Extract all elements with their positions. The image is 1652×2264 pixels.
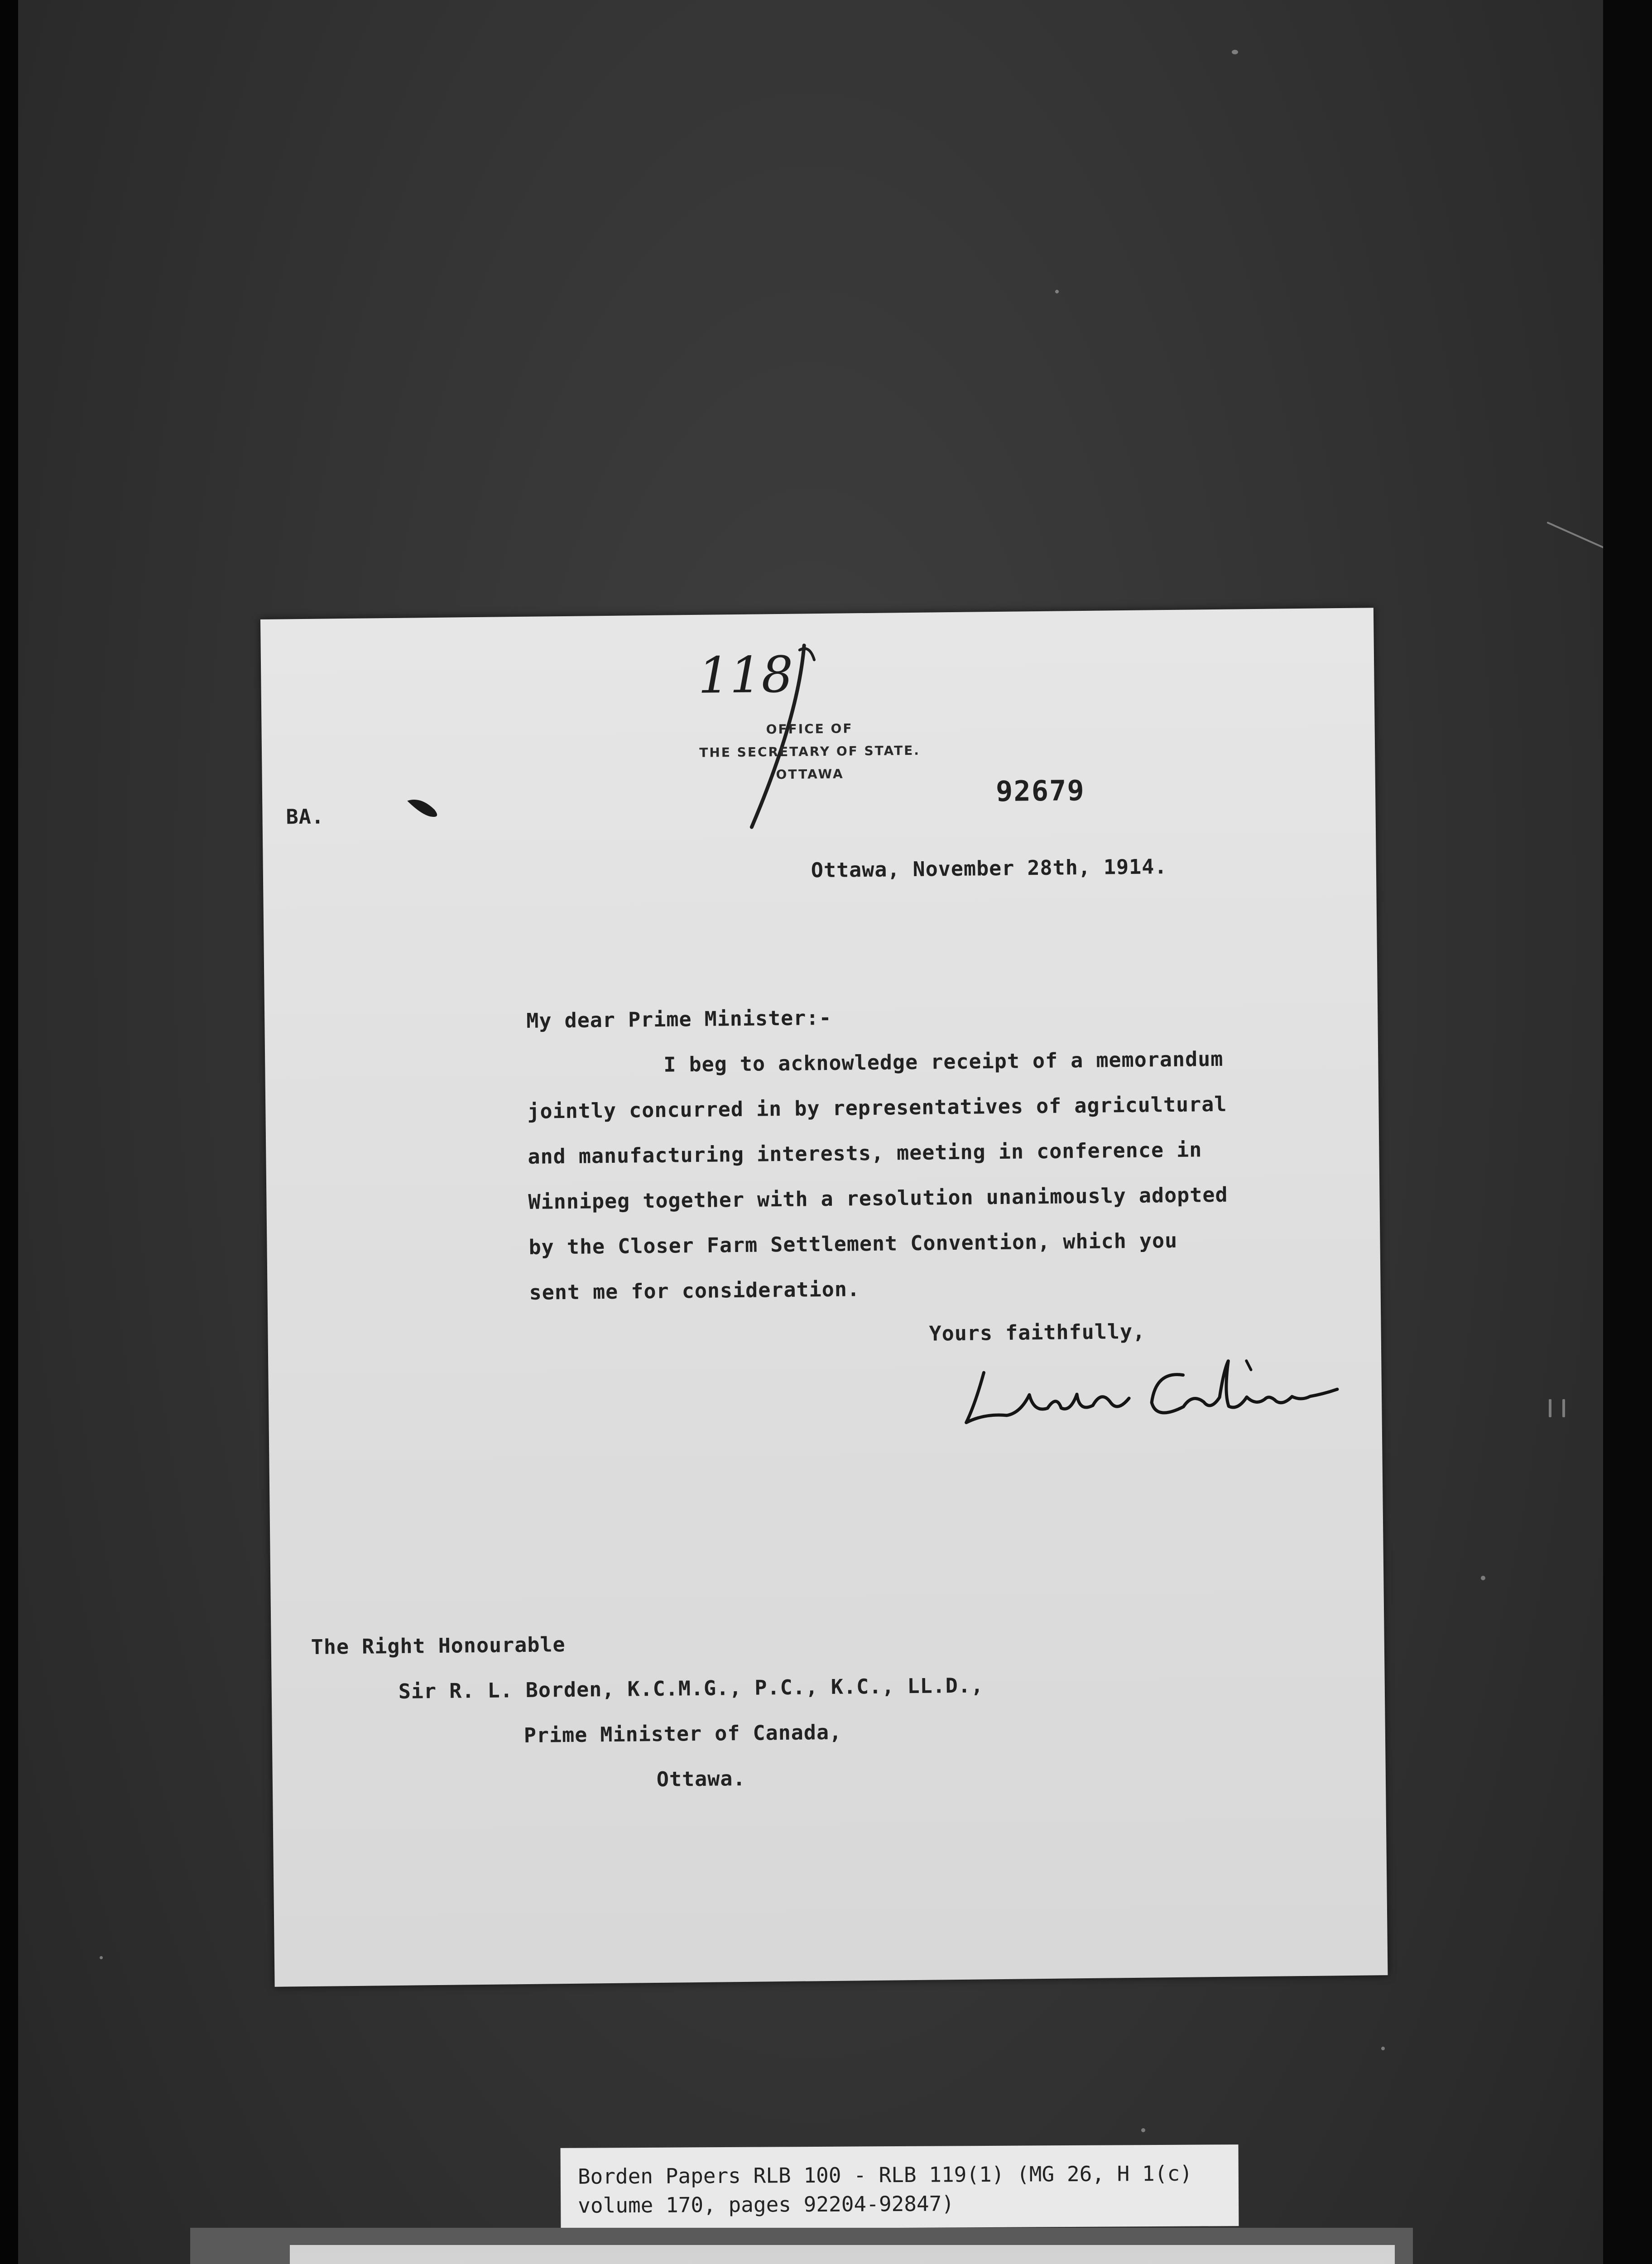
closing: Yours faithfully,	[929, 1319, 1146, 1346]
body-line: by the Closer Farm Settlement Convention, which you	[528, 1228, 1178, 1259]
body-line: and manufacturing interests, meeting in conference in	[528, 1137, 1202, 1169]
body-line: sent me for consideration.	[529, 1277, 860, 1305]
film-speck	[1055, 290, 1059, 293]
film-speck	[1381, 2047, 1385, 2050]
salutation: My dear Prime Minister:-	[526, 1005, 832, 1033]
body-line: I beg to acknowledge receipt of a memorandum	[663, 1046, 1224, 1077]
archive-reference-slip	[561, 2144, 1239, 2230]
archive-reference-line: volume 170, pages 92204-92847)	[578, 2191, 955, 2218]
film-speck	[1141, 2128, 1145, 2132]
letterhead	[682, 716, 937, 787]
film-speck	[1481, 1576, 1485, 1580]
handwritten-signature	[956, 1342, 1347, 1445]
reference-number-stamp: 92679	[995, 773, 1085, 808]
letterhead-office: OFFICE OF	[766, 721, 853, 737]
addressee-line: Ottawa.	[656, 1766, 746, 1791]
archive-reference-line: Borden Papers RLB 100 - RLB 119(1) (MG 26, H 1(c)	[577, 2161, 1193, 2189]
film-scratch	[1549, 1399, 1551, 1417]
addressee-line: Prime Minister of Canada,	[523, 1720, 842, 1748]
film-scratch	[1562, 1399, 1565, 1417]
film-scratch	[1546, 522, 1605, 549]
film-speck	[1232, 50, 1238, 54]
ink-blot	[403, 791, 448, 828]
letterhead-department: THE SECRETARY OF STATE.	[699, 743, 921, 760]
letter-page	[260, 608, 1388, 1987]
addressee-line: Sir R. L. Borden, K.C.M.G., P.C., K.C., LL.D.,	[398, 1673, 984, 1703]
body-line: Winnipeg together with a resolution unanimously adopted	[528, 1182, 1228, 1214]
letterhead-city: OTTAWA	[776, 766, 844, 782]
handwritten-folio-number: 118	[697, 645, 793, 705]
addressee-line: The Right Honourable	[311, 1632, 566, 1659]
film-left-edge	[0, 0, 18, 2264]
archive-stamp-card	[290, 2245, 1395, 2264]
body-line: jointly concurred in by representatives of agricultural	[527, 1092, 1227, 1123]
typist-initials: BA.	[286, 804, 325, 829]
film-speck	[100, 1956, 103, 1959]
date-line: Ottawa, November 28th, 1914.	[811, 854, 1167, 883]
film-right-edge	[1603, 0, 1652, 2264]
